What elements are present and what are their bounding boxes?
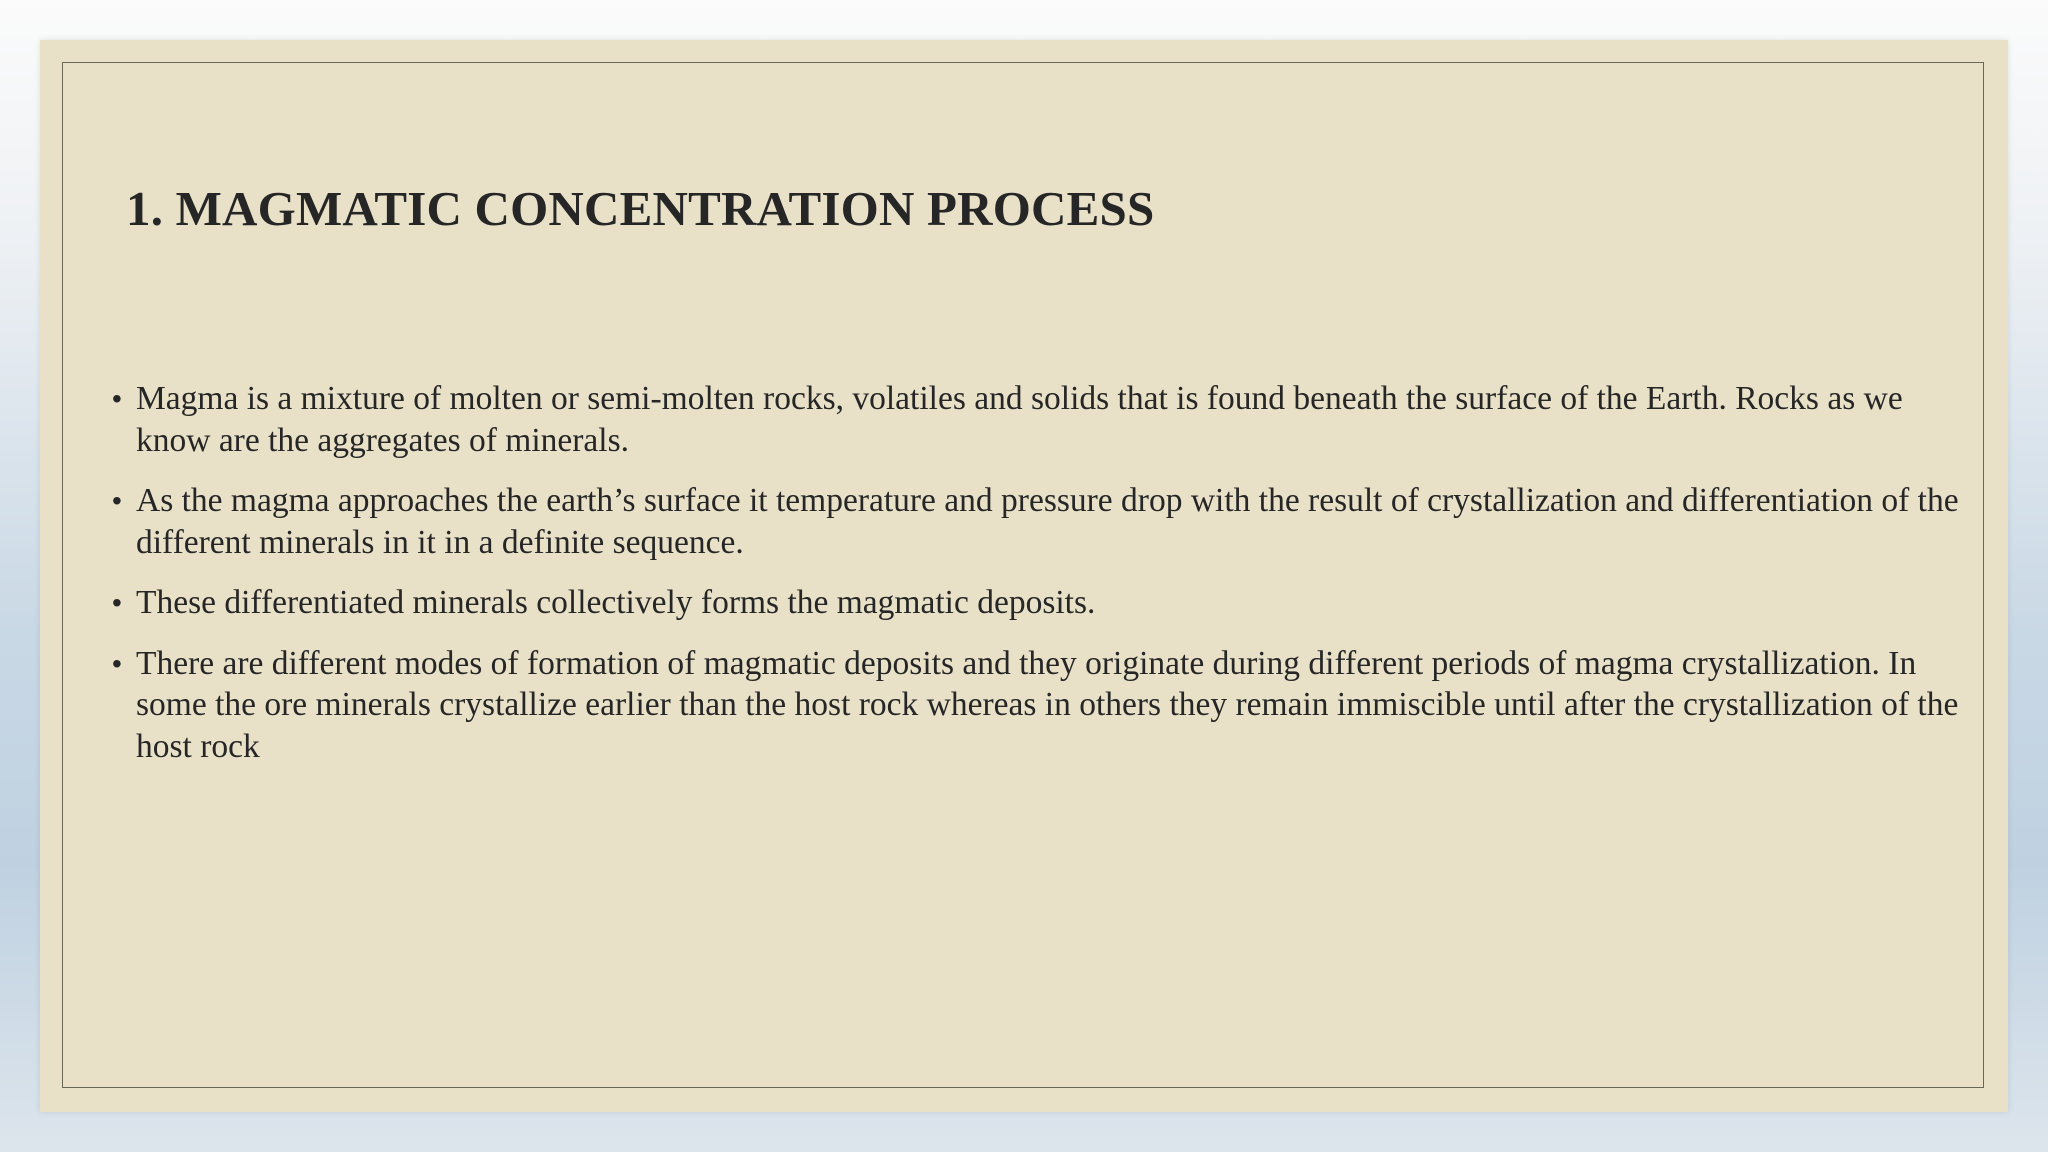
bullet-icon: •	[112, 647, 122, 679]
slide	[40, 40, 2008, 1112]
bullet-text: Magma is a mixture of molten or semi-molten rocks, volatiles and solids that is found beneath the surface of the Earth. Rocks as we know are the aggregates of minerals.	[136, 380, 1903, 459]
bullet-text: These differentiated minerals collectively forms the magmatic deposits.	[136, 584, 1096, 621]
bullet-icon: •	[112, 383, 122, 414]
bullet-list	[76, 378, 1976, 786]
bullet-item	[76, 582, 1976, 624]
bullet-item	[76, 643, 1976, 768]
bullet-item	[76, 480, 1976, 563]
bullet-item	[76, 378, 1976, 461]
bullet-text: As the magma approaches the earth’s surface it temperature and pressure drop with the result of crystallization and differentiation of the different minerals in it in a definite sequence.	[136, 482, 1959, 561]
bullet-icon: •	[112, 587, 122, 618]
bullet-text: There are different modes of formation of magmatic deposits and they originate during different periods of magma crystallization. In some the ore minerals crystallize earlier than the host rock whereas in others they remain immiscible until after the crystallization of the host rock	[136, 644, 1959, 765]
slide-title: 1. MAGMATIC CONCENTRATION PROCESS	[126, 181, 1155, 236]
bullet-icon: •	[112, 485, 122, 516]
